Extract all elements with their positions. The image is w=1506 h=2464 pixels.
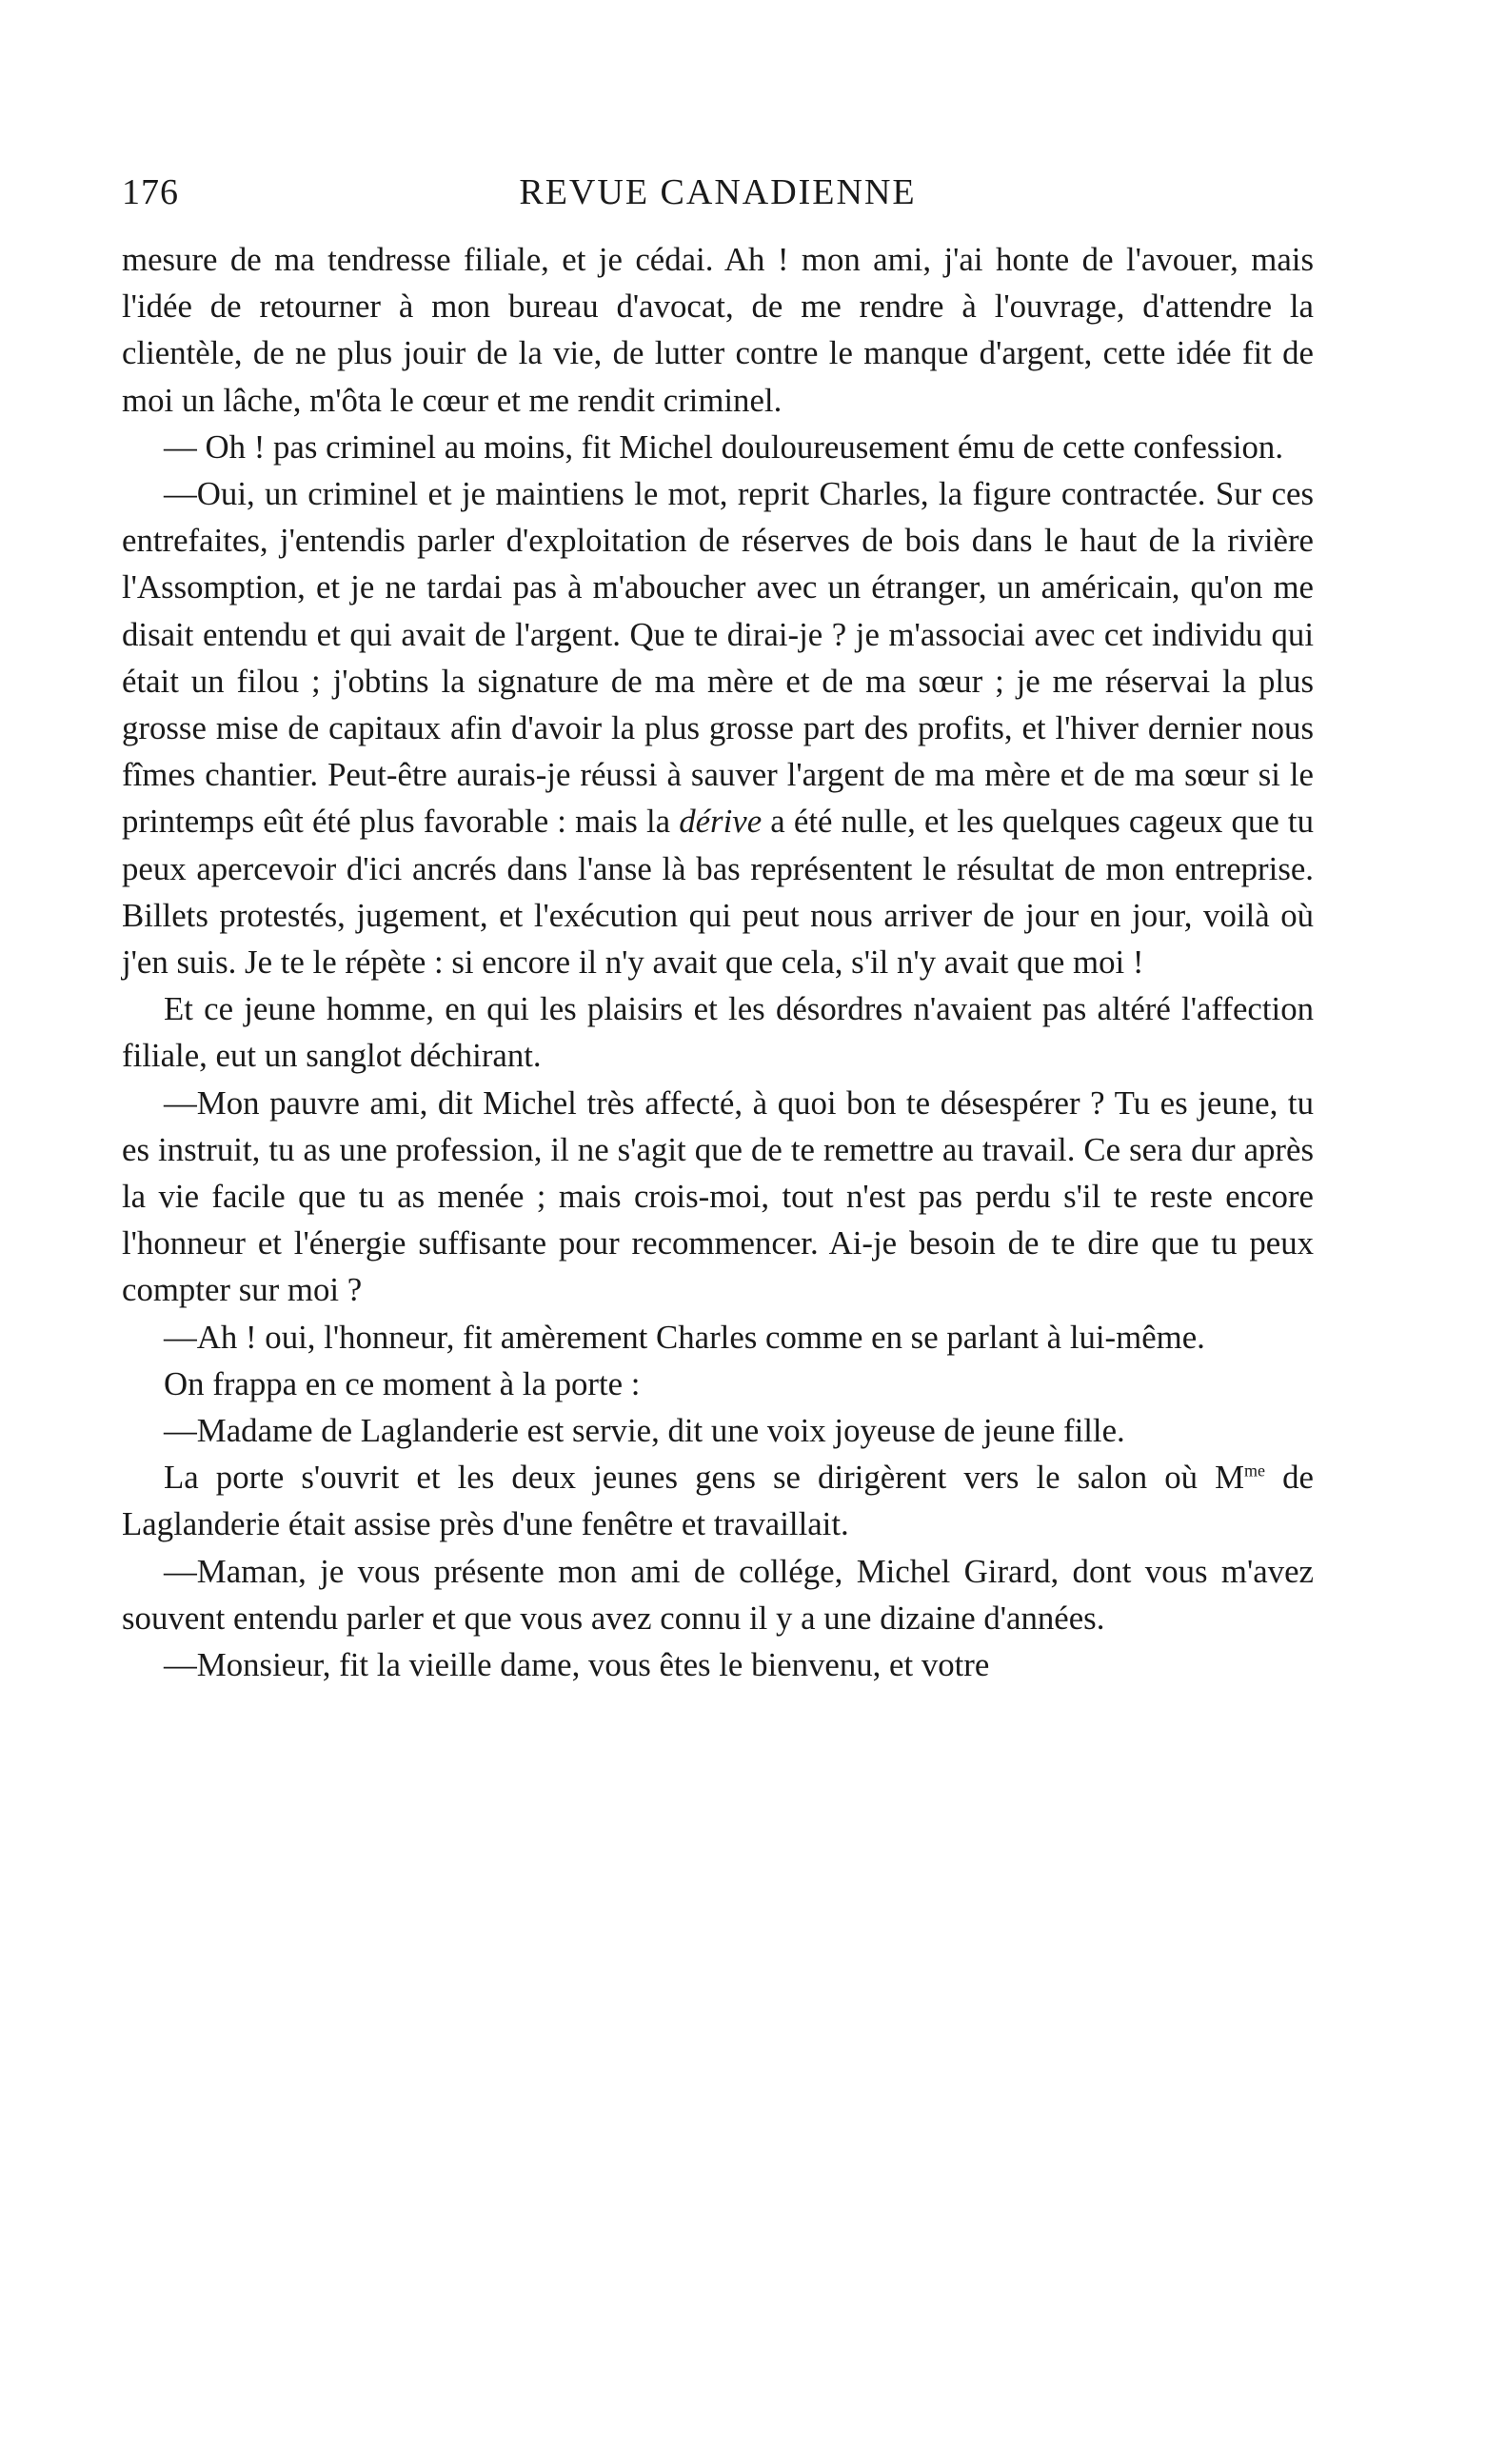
paragraph [122,236,1314,424]
paragraph-text: Et ce jeune homme, en qui les plaisirs et les désordres n'avaient pas altéré l'affection filiale, eut un sanglot déchirant. [122,990,1314,1075]
paragraph-text: —Mon pauvre ami, dit Michel très affecté, à quoi bon te désespérer ? Tu es jeune, tu es instruit, tu as une profession, il ne s'agit que de te remettre au travail. Ce sera dur après la vie facile que tu as menée ; mais crois-moi, tout n'est pas perdu s'il te reste encore l'honneur et l'énergie suffisante pour recommencer. Ai-je besoin de te dire que tu peux compter sur moi ? [122,1083,1314,1309]
superscript-text: me [1244,1461,1266,1480]
paragraph-text: —Maman, je vous présente mon ami de collége, Michel Girard, dont vous m'avez souvent entendu parler et que vous avez connu il y a une dizaine d'années. [122,1552,1314,1637]
paragraph-text: —Oui, un criminel et je maintiens le mot, reprit Charles, la figure contractée. Sur ces entrefaites, j'entendis parler d'exploitation de réserves de bois dans le haut de la rivière l'Assomption, et je ne tardai pas à m'aboucher avec un étranger, un américain, qu'on me disait entendu et qui avait de l'argent. Que te dirai-je ? je m'associai avec cet individu qui était un filou ; j'obtins la signature de ma mère et de ma sœur ; je me réservai la plus grosse mise de capitaux afin d'avoir la plus grosse part des profits, et l'hiver dernier nous fîmes chantier. Peut-être aurais-je réussi à sauver l'argent de ma mère et de ma sœur si le printemps eût été plus favorable : mais la [122,475,1314,841]
paragraph-text: —Madame de Laglanderie est servie, dit une voix joyeuse de jeune fille. [164,1412,1125,1450]
paragraph-text: —Ah ! oui, l'honneur, fit amèrement Charles comme en se parlant à lui-même. [164,1318,1205,1356]
paragraph [122,1641,1314,1688]
paragraph-text: mesure de ma tendresse filiale, et je cédai. Ah ! mon ami, j'ai honte de l'avouer, mais l'idée de retourner à mon bureau d'avocat, de me rendre à l'ouvrage, d'attendre la clientèle, de ne plus jouir de la vie, de lutter contre le manque d'argent, cette idée fit de moi un lâche, m'ôta le cœur et me rendit criminel. [122,241,1314,419]
paragraph [122,1080,1314,1314]
running-title: REVUE CANADIENNE [519,172,917,212]
running-header [122,171,1314,229]
paragraph-text: — Oh ! pas criminel au moins, fit Michel douloureusement ému de cette confession. [164,427,1284,466]
paragraph [122,1407,1314,1454]
page-number: 176 [122,172,179,212]
paragraph-text: a été nulle, et les quelques cageux que tu peux apercevoir d'ici ancrés dans l'anse là bas représentent le résultat de mon entreprise. Billets protestés, jugement, et l'exécution qui peut nous arriver de jour en jour, voilà où j'en suis. Je te le répète : si encore il n'y avait que cela, s'il n'y avait que moi ! [122,803,1314,982]
paragraph [122,1454,1314,1547]
paragraph [122,1548,1314,1641]
paragraph [122,1361,1314,1407]
paragraph [122,985,1314,1079]
paragraph-text: On frappa en ce moment à la porte : [164,1364,641,1402]
paragraph [122,424,1314,470]
italic-text: dérive [679,803,763,841]
body-text [122,236,1314,1688]
paragraph [122,1314,1314,1361]
paragraph-text: La porte s'ouvrit et les deux jeunes gens se dirigèrent vers le salon où M [164,1459,1245,1497]
page [122,171,1314,1688]
paragraph-text: —Monsieur, fit la vieille dame, vous êtes le bienvenu, et votre [164,1646,990,1684]
paragraph-text: de Laglanderie était assise près d'une fenêtre et travaillait. [122,1459,1314,1543]
paragraph [122,470,1314,985]
